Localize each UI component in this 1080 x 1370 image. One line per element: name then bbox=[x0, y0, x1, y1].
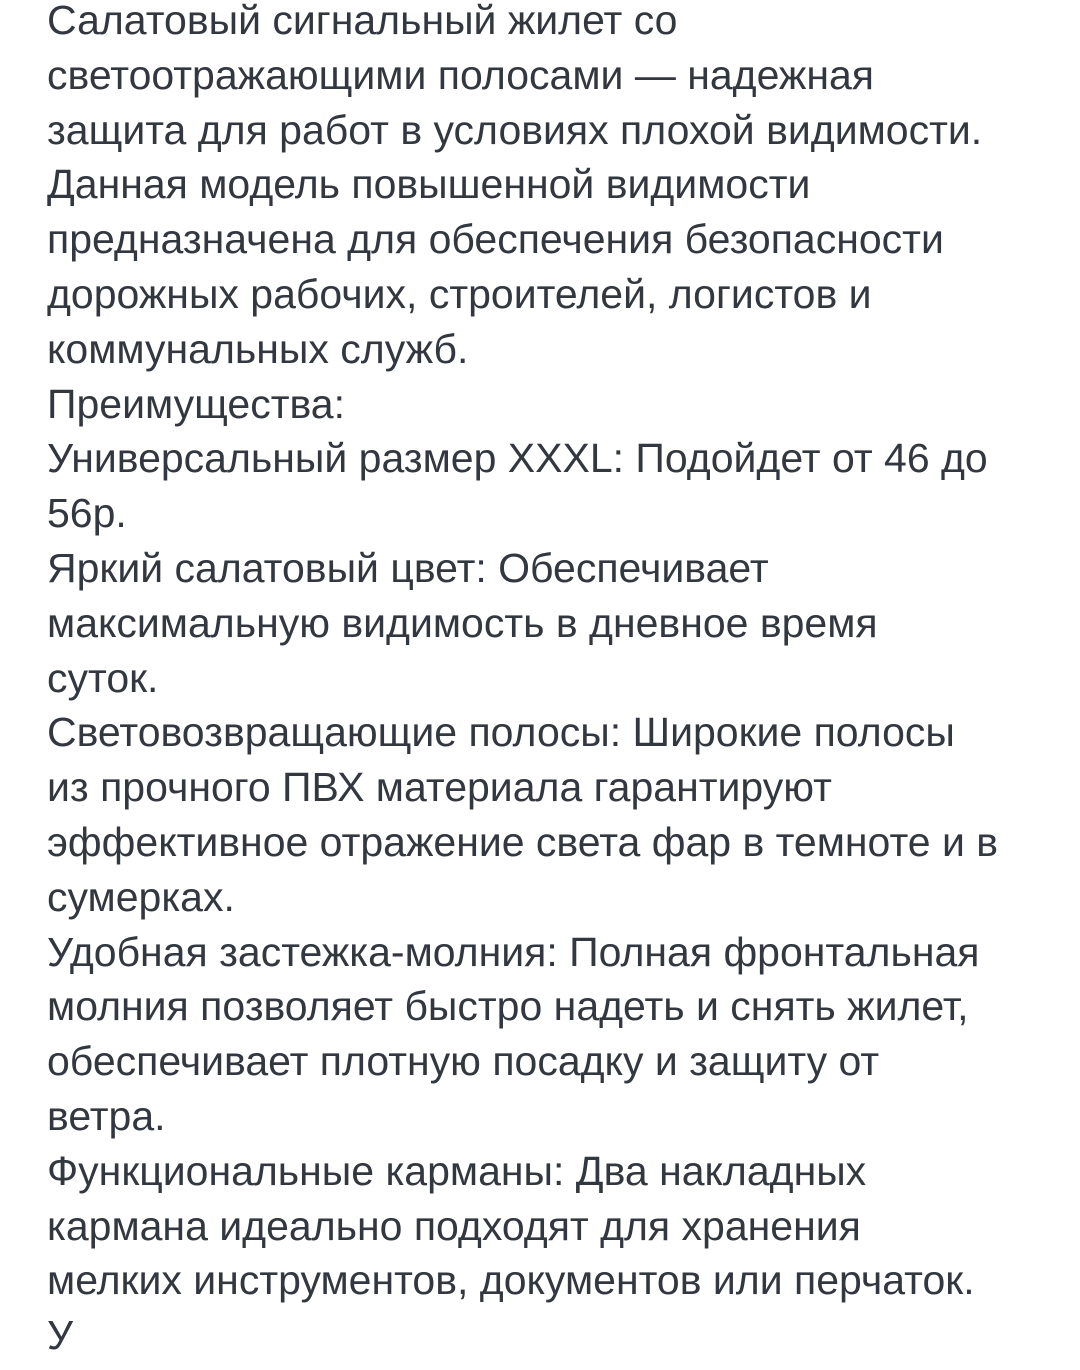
text-line: ветра. bbox=[47, 1092, 166, 1139]
text-line: Яркий салатовый цвет: Обеспечивает bbox=[47, 544, 769, 591]
text-line: Данная модель повышенной видимости bbox=[47, 161, 811, 208]
text-line: суток. bbox=[47, 654, 159, 701]
text-line: Преимущества: bbox=[47, 380, 345, 427]
text-line: Функциональные карманы: Два накладных bbox=[47, 1147, 867, 1194]
text-line: дорожных рабочих, строителей, логистов и bbox=[47, 270, 872, 317]
text-line: 56р. bbox=[47, 490, 127, 537]
text-line-clipped: У bbox=[47, 1312, 74, 1359]
text-line: мелких инструментов, документов или перчаток. bbox=[47, 1257, 975, 1304]
text-line: сумерках. bbox=[47, 873, 235, 920]
text-line: Световозвращающие полосы: Широкие полосы bbox=[47, 709, 955, 756]
text-line: молния позволяет быстро надеть и снять жилет, bbox=[47, 983, 969, 1030]
text-line: максимальную видимость в дневное время bbox=[47, 599, 878, 646]
text-line: предназначена для обеспечения безопасности bbox=[47, 216, 944, 263]
text-line: коммунальных служб. bbox=[47, 325, 469, 372]
text-line: Универсальный размер XXXL: Подойдет от 46 до bbox=[47, 435, 988, 482]
text-line: защита для работ в условиях плохой видимости. bbox=[47, 106, 983, 153]
text-line: кармана идеально подходят для хранения bbox=[47, 1202, 861, 1249]
text-line: эффективное отражение света фар в темноте и в bbox=[47, 818, 999, 865]
text-line: Удобная застежка-молния: Полная фронтальная bbox=[47, 928, 980, 975]
text-line: обеспечивает плотную посадку и защиту от bbox=[47, 1038, 880, 1085]
text-line: из прочного ПВХ материала гарантируют bbox=[47, 764, 832, 811]
text-line: Салатовый сигнальный жилет со bbox=[47, 0, 678, 43]
text-line: светоотражающими полосами — надежная bbox=[47, 51, 875, 98]
